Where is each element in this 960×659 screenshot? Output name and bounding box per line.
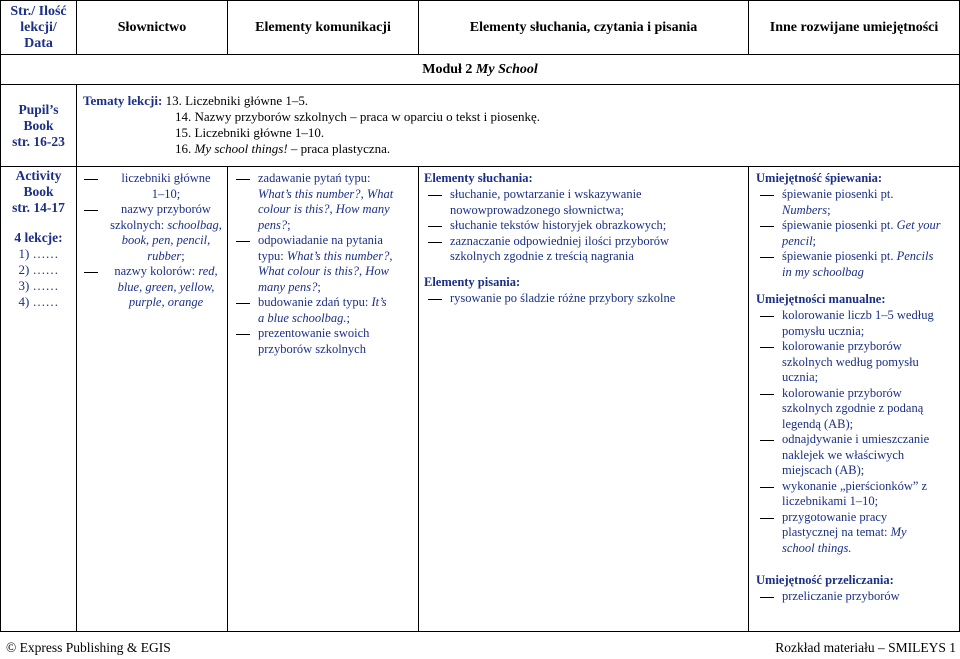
listening-item: słuchanie tekstów historyjek obrazkowych; — [424, 218, 746, 234]
communication-item: odpowiadanie na pytania typu: What’s this number?, What colour is this?, How many pens?; — [232, 233, 416, 295]
manual-item: odnajdywanie i umieszczanie naklejek we właściwych miejscach (AB); — [756, 432, 956, 479]
header-communication: Elementy komunikacji — [255, 19, 391, 35]
header-listening-reading-writing: Elementy słuchania, czytania i pisania — [469, 19, 698, 35]
singing-heading: Umiejętność śpiewania: — [756, 171, 883, 185]
writing-heading: Elementy pisania: — [424, 274, 521, 289]
pupils-book-line: str. 16-23 — [12, 133, 65, 149]
lesson-slot: 1) …… — [18, 246, 59, 261]
vocabulary-item: nazwy przyborów szkolnych: schoolbag, book, pen, pencil, rubber; — [80, 202, 226, 264]
counting-item: przeliczanie przyborów — [756, 589, 956, 605]
footer-document-title: Rozkład materiału – SMILEYS 1 — [775, 640, 956, 655]
lesson-slot: 2) …… — [18, 262, 59, 277]
lesson-slot: 3) …… — [18, 278, 59, 293]
header-lesson-info — [1, 1, 76, 54]
writing-item: rysowanie po śladzie różne przybory szkolne — [424, 291, 746, 307]
header-other-skills: Inne rozwijane umiejętności — [769, 19, 939, 35]
activity-book-line: Activity — [15, 168, 62, 183]
activity-book-cell — [1, 168, 76, 310]
singing-item: śpiewanie piosenki pt. Get your pencil; — [756, 218, 956, 249]
lessons-label: 4 lekcje: — [14, 230, 63, 245]
singing-item: śpiewanie piosenki pt. Numbers; — [756, 187, 956, 218]
vocabulary-cell — [80, 171, 226, 311]
vocabulary-item: nazwy kolorów: red, blue, green, yellow, purple, orange — [80, 264, 226, 311]
lesson-topics — [83, 93, 943, 157]
header-lesson-line: Str./ Ilość — [10, 3, 67, 19]
counting-heading: Umiejętność przeliczania: — [756, 573, 894, 587]
vocabulary-item: liczebniki główne 1–10; — [80, 171, 226, 202]
pupils-book-cell — [1, 85, 76, 166]
manual-item: kolorowanie przyborów szkolnych zgodnie z podaną legendą (AB); — [756, 386, 956, 433]
col-divider-2 — [227, 166, 228, 632]
pupils-book-divider — [0, 166, 960, 167]
activity-book-line: str. 14-17 — [12, 200, 65, 215]
header-lesson-line: lekcji/ — [20, 19, 57, 35]
communication-cell — [232, 171, 416, 357]
module-title — [1, 55, 959, 84]
listening-item: słuchanie, powtarzanie i wskazywanie nowowprowadzonego słownictwa; — [424, 187, 746, 218]
manual-item: wykonanie „pierścionków” z liczebnikami 1–10; — [756, 479, 956, 510]
listening-item: zaznaczanie odpowiedniej ilości przyborów szkolnych zgodnie z treścią nagrania — [424, 234, 746, 265]
header-lesson-line: Data — [24, 35, 53, 51]
manual-item: kolorowanie liczb 1–5 według pomysłu ucznia; — [756, 308, 956, 339]
manual-item: kolorowanie przyborów szkolnych według pomysłu ucznia; — [756, 339, 956, 386]
col-divider-3 — [418, 166, 419, 632]
module-divider — [0, 84, 960, 85]
col-divider-1 — [76, 84, 77, 632]
communication-item: budowanie zdań typu: It’s a blue schoolbag.; — [232, 295, 416, 326]
table-border-bottom — [0, 631, 960, 632]
module-name: My School — [475, 61, 538, 77]
header-vocabulary: Słownictwo — [117, 19, 187, 35]
listening-cell — [424, 170, 746, 306]
pupils-book-line: Pupil’s — [18, 101, 59, 117]
activity-book-line: Book — [23, 184, 54, 199]
communication-item: zadawanie pytań typu: What’s this number?, What colour is this?, How many pens?; — [232, 171, 416, 233]
col-divider-4 — [748, 166, 749, 632]
topic-item: 16. My school things! – praca plastyczna. — [175, 141, 391, 156]
manual-item: przygotowanie pracy plastycznej na temat: My school things. — [756, 510, 956, 557]
pupils-book-line: Book — [23, 117, 54, 133]
module-prefix: Moduł 2 — [422, 61, 473, 77]
topic-item: 14. Nazwy przyborów szkolnych – praca w oparciu o tekst i piosenkę. — [175, 109, 540, 124]
lesson-slot: 4) …… — [18, 294, 59, 309]
topic-item: 13. Liczebniki główne 1–5. — [165, 93, 309, 108]
topics-label: Tematy lekcji: — [83, 93, 163, 108]
listening-heading: Elementy słuchania: — [424, 171, 533, 185]
topic-item: 15. Liczebniki główne 1–10. — [175, 125, 325, 140]
other-skills-cell — [756, 170, 956, 605]
manual-heading: Umiejętności manualne: — [756, 292, 886, 306]
singing-item: śpiewanie piosenki pt. Pencils in my schoolbag — [756, 249, 956, 280]
footer-copyright: © Express Publishing & EGIS — [6, 640, 171, 655]
communication-item: prezentowanie swoich przyborów szkolnych — [232, 326, 416, 357]
